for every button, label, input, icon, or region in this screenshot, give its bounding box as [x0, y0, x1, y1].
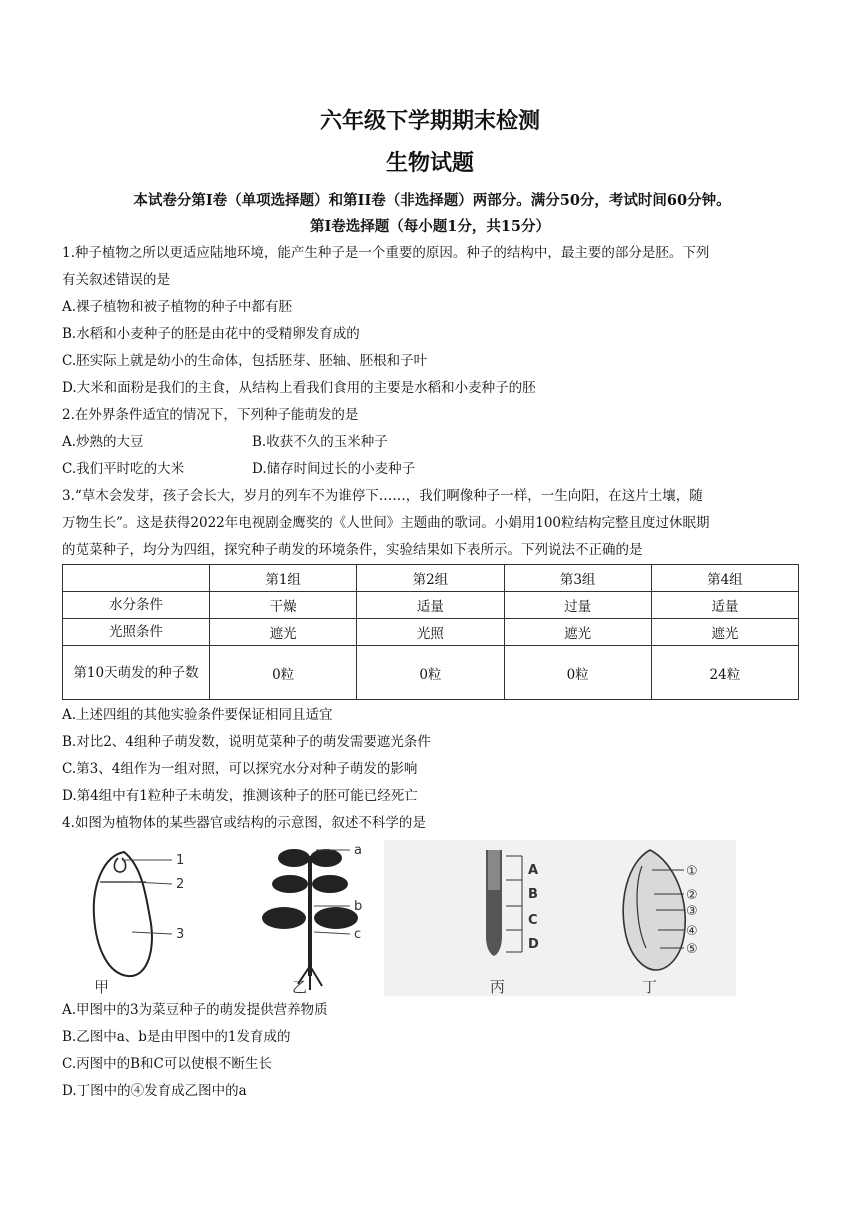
- table-header-cell: 第4组: [651, 565, 798, 592]
- leaf: [272, 875, 308, 893]
- fig-label: ③: [686, 904, 698, 919]
- section-heading: 第Ⅰ卷选择题（每小题1分，共15分）: [309, 218, 551, 235]
- table-cell: 干燥: [210, 592, 357, 619]
- fig-label: ①: [686, 864, 698, 879]
- q1-option-b: B.水稻和小麦种子的胚是由花中的受精卵发育成的: [62, 326, 360, 342]
- q3-stem-line3: 的苋菜种子，均分为四组，探究种子萌发的环境条件，实验结果如下表所示。下列说法不正确的是: [62, 542, 643, 558]
- fig-label: b: [354, 899, 363, 914]
- table-header-cell: [63, 565, 210, 592]
- q4-stem: 4.如图为植物体的某些器官或结构的示意图，叙述不科学的是: [62, 815, 426, 831]
- table-cell: 适量: [357, 592, 504, 619]
- table-header-row: [63, 565, 799, 592]
- fig-name: 丁: [642, 978, 658, 996]
- q2-option-b: B.收获不久的玉米种子: [252, 434, 388, 450]
- fig-label: ⑤: [686, 942, 698, 957]
- q2-option-c: C.我们平时吃的大米: [62, 461, 185, 477]
- fig-label: ②: [686, 888, 698, 903]
- table-row: [63, 592, 799, 619]
- q1-option-c: C.胚实际上就是幼小的生命体，包括胚芽、胚轴、胚根和子叶: [62, 353, 428, 369]
- leaf: [262, 907, 306, 929]
- q3-stem-line1: 3.“草木会发芽，孩子会长大，岁月的列车不为谁停下……，我们啊像种子一样，一生向阳，在这片土壤，随: [62, 488, 703, 504]
- fig-label: C: [528, 913, 538, 928]
- fig-name: 乙: [292, 978, 308, 996]
- fig-name: 甲: [94, 978, 110, 996]
- figure-jia: [94, 852, 184, 996]
- fig-name: 丙: [490, 978, 506, 996]
- root-hair-zone: [488, 850, 500, 890]
- q3-option-a: A.上述四组的其他实验条件要保证相同且适宜: [62, 707, 333, 723]
- q3-option-d: D.第4组中有1粒种子未萌发，推测该种子的胚可能已经死亡: [62, 788, 418, 804]
- table-cell: 0粒: [210, 646, 357, 700]
- experiment-table: [62, 564, 799, 700]
- table-cell: 遮光: [210, 619, 357, 646]
- figure-yi: [262, 843, 362, 996]
- table-cell: 适量: [651, 592, 798, 619]
- table-cell: 第10天萌发的种子数: [63, 646, 210, 700]
- table-cell: 遮光: [504, 619, 651, 646]
- q1-stem-line1: 1.种子植物之所以更适应陆地环境，能产生种子是一个重要的原因。种子的结构中，最主要的部分是胚。下列: [62, 245, 710, 261]
- q1-option-d: D.大米和面粉是我们的主食，从结构上看我们食用的主要是水稻和小麦种子的胚: [62, 380, 536, 396]
- leaf: [312, 875, 348, 893]
- table-cell: 0粒: [357, 646, 504, 700]
- leaf: [278, 849, 310, 867]
- table-row: [63, 619, 799, 646]
- table-cell: 0粒: [504, 646, 651, 700]
- q4-option-d: D.丁图中的④发育成乙图中的a: [62, 1083, 247, 1099]
- page-title: 六年级下学期期末检测: [319, 108, 540, 134]
- table-cell: 过量: [504, 592, 651, 619]
- table-cell: 光照条件: [63, 619, 210, 646]
- leaf: [314, 907, 358, 929]
- fig-label: D: [528, 937, 539, 952]
- table-cell: 光照: [357, 619, 504, 646]
- q2-option-d: D.储存时间过长的小麦种子: [252, 461, 416, 477]
- leaf: [310, 849, 342, 867]
- fig-label: 1: [176, 853, 185, 868]
- table-cell: 遮光: [651, 619, 798, 646]
- q1-stem-line2: 有关叙述错误的是: [62, 272, 170, 288]
- fig-label: a: [354, 843, 362, 858]
- page-subtitle: 生物试题: [385, 150, 474, 176]
- q4-option-a: A.甲图中的3为菜豆种子的萌发提供营养物质: [62, 1002, 328, 1018]
- q2-stem: 2.在外界条件适宜的情况下，下列种子能萌发的是: [62, 407, 359, 423]
- exam-intro: 本试卷分第Ⅰ卷（单项选择题）和第II卷（非选择题）两部分。满分50分，考试时间60分钟。: [133, 192, 731, 209]
- fig-label: ④: [686, 924, 698, 939]
- q3-stem-line2: 万物生长”。这是获得2022年电视剧金鹰奖的《人世间》主题曲的歌词。小娟用100粒结构完整且度过休眠期: [62, 515, 710, 531]
- q3-option-b: B.对比2、4组种子萌发数，说明苋菜种子的萌发需要遮光条件: [62, 734, 431, 750]
- q3-option-c: C.第3、4组作为一组对照，可以探究水分对种子萌发的影响: [62, 761, 418, 777]
- plant-structure-figure: [62, 836, 738, 996]
- q4-option-c: C.丙图中的B和C可以使根不断生长: [62, 1056, 272, 1072]
- fig-label: B: [528, 887, 538, 902]
- leader-line: [134, 882, 172, 884]
- plant-structure-figure-svg: [62, 836, 738, 996]
- fig-label: A: [528, 863, 539, 878]
- leader-line: [314, 932, 350, 934]
- table-row: [63, 646, 799, 700]
- fig-label: 3: [176, 927, 185, 942]
- table-header-cell: 第3组: [504, 565, 651, 592]
- q4-option-b: B.乙图中a、b是由甲图中的1发育成的: [62, 1029, 291, 1045]
- q2-option-a: A.炒熟的大豆: [62, 434, 144, 450]
- q1-option-a: A.裸子植物和被子植物的种子中都有胚: [62, 299, 293, 315]
- table-cell: 水分条件: [63, 592, 210, 619]
- fig-label: c: [354, 927, 362, 942]
- table-cell: 24粒: [651, 646, 798, 700]
- fig-label: 2: [176, 877, 185, 892]
- table-header-cell: 第2组: [357, 565, 504, 592]
- table-header-cell: 第1组: [210, 565, 357, 592]
